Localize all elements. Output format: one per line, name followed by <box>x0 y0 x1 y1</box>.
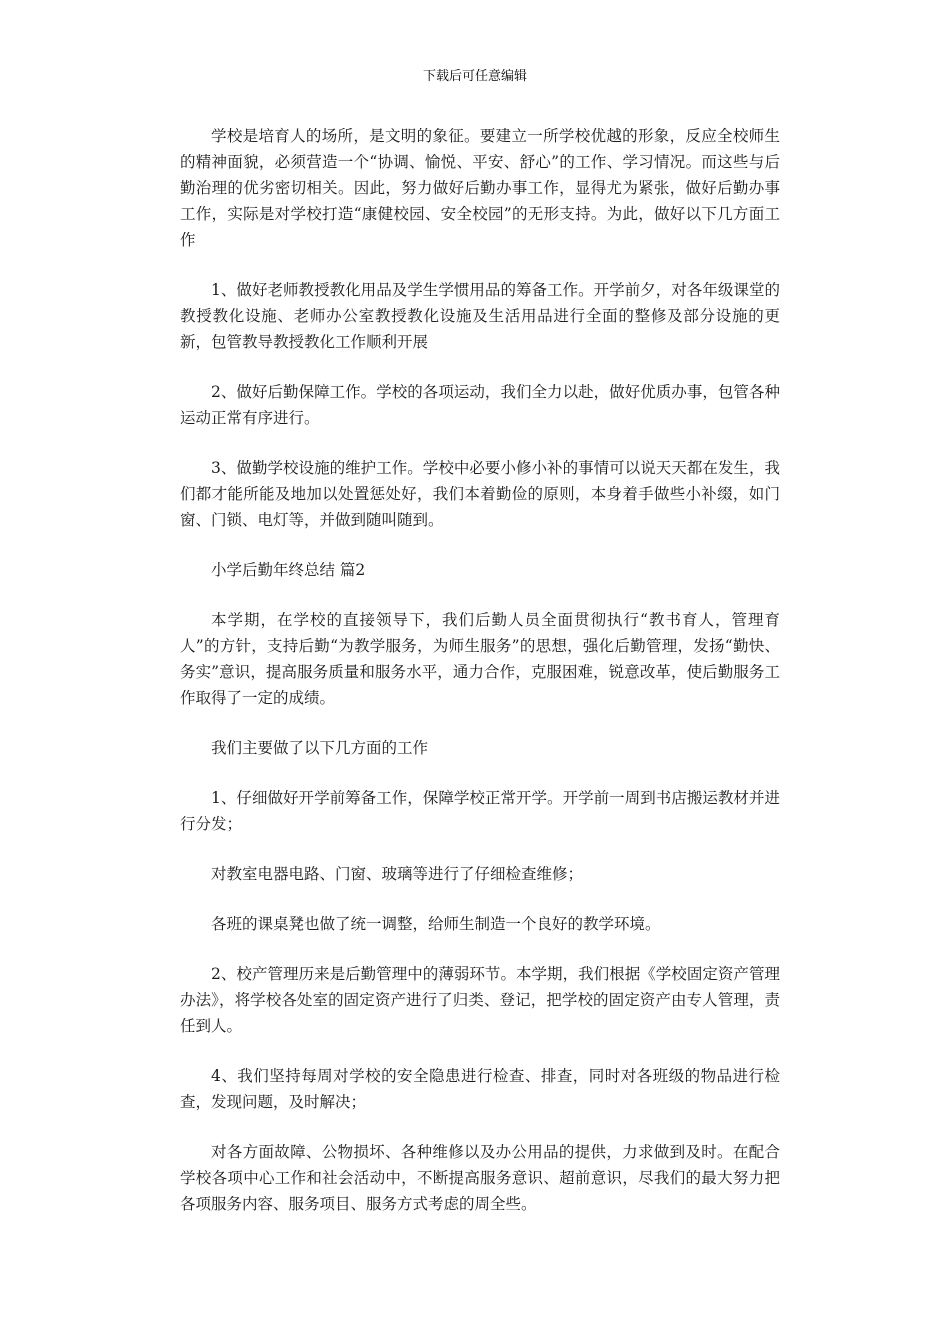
paragraph-work-4: 4、我们坚持每周对学校的安全隐患进行检查、排查，同时对各班级的物品进行检查，发现问题，及时解决； <box>180 1067 780 1111</box>
paragraph-item-2: 2、做好后勤保障工作。学校的各项运动，我们全力以赴，做好优质办事，包管各种运动正常有序进行。 <box>180 383 780 427</box>
paragraph-desks: 各班的课桌凳也做了统一调整，给师生制造一个良好的教学环境。 <box>211 915 661 933</box>
paragraph-work-summary: 我们主要做了以下几方面的工作 <box>211 739 429 757</box>
paragraph-work-1: 1、仔细做好开学前筹备工作，保障学校正常开学。开学前一周到书店搬运教材并进行分发； <box>180 789 780 833</box>
paragraph-maintenance: 对教室电器电路、门窗、玻璃等进行了仔细检查维修； <box>211 865 584 883</box>
paragraph-work-2: 2、校产管理历来是后勤管理中的薄弱环节。本学期，我们根据《学校固定资产管理办法》，将学校各处室的固定资产进行了归类、登记，把学校的固定资产由专人管理，责任到人。 <box>180 965 780 1035</box>
section-heading: 小学后勤年终总结 篇2 <box>211 561 366 579</box>
paragraph-closing: 对各方面故障、公物损坏、各种维修以及办公用品的提供，力求做到及时。在配合学校各项中心工作和社会活动中，不断提高服务意识、超前意识，尽我们的最大努力把各项服务内容、服务项目、服务方式考虑的周全些。 <box>180 1143 780 1213</box>
page-header: 下载后可任意编辑 <box>422 69 527 84</box>
paragraph-item-3: 3、做勤学校设施的维护工作。学校中必要小修小补的事情可以说天天都在发生，我们都才能所能及地加以处置惩处好，我们本着勤俭的原则，本身着手做些小补缀，如门窗、门锁、电灯等，并做到随叫随到。 <box>180 459 780 529</box>
paragraph-intro: 学校是培育人的场所，是文明的象征。要建立一所学校优越的形象，反应全校师生的精神面貌，必须营造一个“协调、愉悦、平安、舒心”的工作、学习情况。而这些与后勤治理的优劣密切相关。因此，努力做好后勤办事工作，显得尤为紧张，做好后勤办事工作，实际是对学校打造“康健校园、安全校园”的无形支持。为此，做好以下几方面工作 <box>180 127 780 249</box>
paragraph-section2-intro: 本学期，在学校的直接领导下，我们后勤人员全面贯彻执行“教书育人，管理育人”的方针，支持后勤“为教学服务，为师生服务”的思想，强化后勤管理，发扬“勤快、务实”意识，提高服务质量和服务水平，通力合作，克服困难，锐意改革，使后勤服务工作取得了一定的成绩。 <box>180 611 780 707</box>
paragraph-item-1: 1、做好老师教授教化用品及学生学惯用品的筹备工作。开学前夕，对各年级课堂的教授教化设施、老师办公室教授教化设施及生活用品进行全面的整修及部分设施的更新，包管教导教授教化工作顺利开展 <box>180 281 780 351</box>
document-body <box>180 123 780 1241</box>
